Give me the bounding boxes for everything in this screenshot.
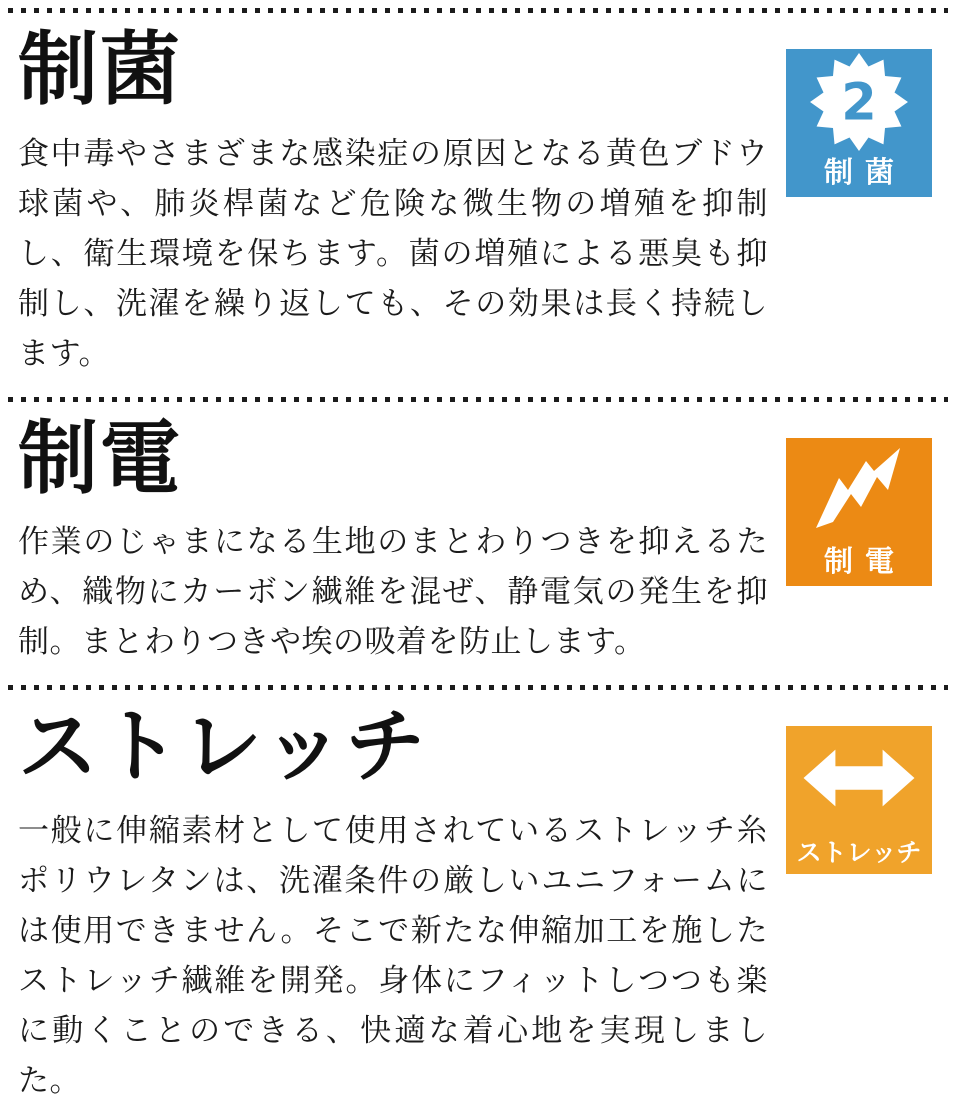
dotted-divider (8, 8, 948, 13)
section-title: 制菌 (18, 23, 182, 116)
feature-sheet (0, 8, 956, 1118)
section-description: 一般に伸縮素材として使用されているストレッチ糸ポリウレタンは、洗濯条件の厳しいユニフォームには使用できません。そこで新たな伸縮加工を施したストレッチ繊維を開発。身体にフィットしつつも楽に動くことのできる、快適な着心地を実現しました。 (18, 812, 768, 1099)
section-stretch (0, 702, 956, 1118)
starburst-2-icon (807, 51, 911, 153)
section-title: ストレッチ (18, 700, 428, 794)
badge-label: 制菌 (823, 155, 906, 189)
badge-label: ストレッチ (796, 838, 922, 868)
section-description: 作業のじゃまになる生地のまとわりつきを抑えるため、織物にカーボン繊維を混ぜ、静電気の発生を抑制。まとわりつきや埃の吸着を防止します。 (18, 524, 768, 661)
section-antibacterial (0, 25, 956, 391)
dotted-divider (8, 685, 948, 690)
stretch-badge (786, 726, 932, 874)
section-title: 制電 (18, 411, 182, 505)
badge-label: 制電 (823, 543, 906, 578)
lightning-bolt-icon (804, 442, 914, 542)
section-description: 食中毒やさまざまな感染症の原因となる黄色ブドウ球菌や、肺炎桿菌など危険な微生物の増殖を抑制し、衛生環境を保ちます。菌の増殖による悪臭も抑制し、洗濯を繰り返しても、その効果は長く持続します。 (18, 135, 768, 372)
antibacterial-badge (786, 49, 932, 197)
antistatic-badge (786, 438, 932, 586)
section-antistatic (0, 411, 956, 680)
badge-number: 2 (841, 73, 877, 133)
double-arrow-icon (800, 740, 918, 816)
dotted-divider (8, 397, 948, 402)
